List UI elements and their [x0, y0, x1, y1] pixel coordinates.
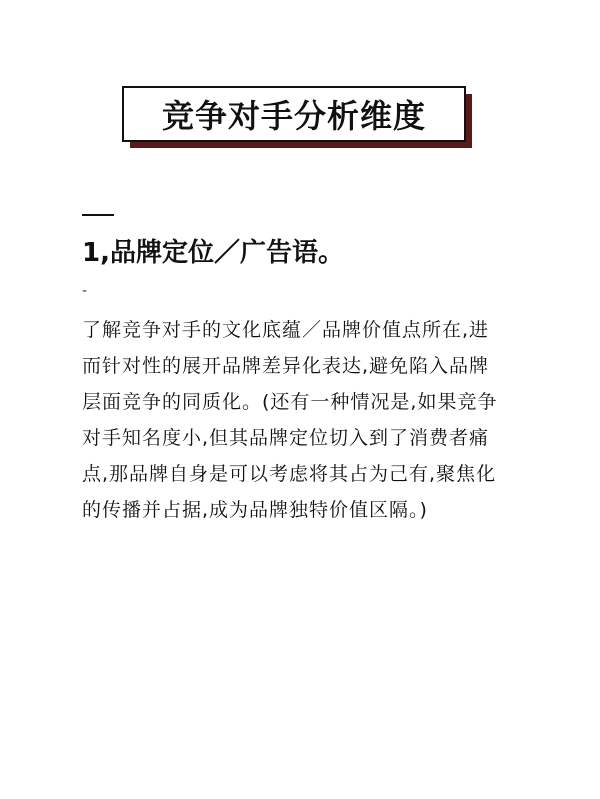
body-line: 对手知名度小,但其品牌定位切入到了消费者痛: [82, 427, 490, 449]
section-heading: 1,品牌定位／广告语。: [82, 238, 344, 268]
body-line: 了解竞争对手的文化底蕴／品牌价值点所在,进: [82, 319, 490, 341]
title-box: [122, 86, 466, 142]
section-dash: -: [82, 283, 88, 299]
title-banner: [122, 86, 472, 148]
page-title: 竞争对手分析维度: [161, 97, 426, 135]
body-line: 而针对性的展开品牌差异化表达,避免陷入品牌: [82, 355, 490, 377]
body-line: 点,那品牌自身是可以考虑将其占为己有,聚焦化: [82, 463, 497, 485]
section-divider: [82, 214, 114, 216]
body-line: 层面竞争的同质化。(还有一种情况是,如果竞争: [82, 391, 498, 413]
section-body: [82, 312, 522, 528]
body-line: 的传播并占据,成为品牌独特价值区隔。): [82, 499, 428, 521]
